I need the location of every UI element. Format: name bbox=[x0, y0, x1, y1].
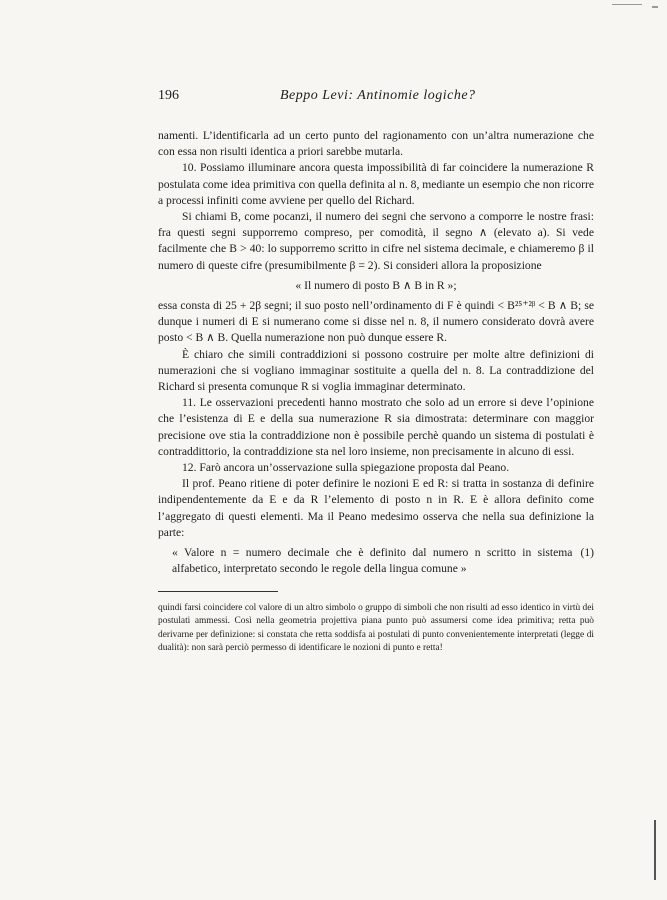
scan-speck bbox=[652, 6, 658, 8]
paragraph: Il prof. Peano ritiene di poter definire le nozioni E ed R: si tratta in sostanza di definire indipendentemente da E e da R l’elemento di posto n in R. E è allora definito come l’aggregato di questi elementi. Ma il Peano medesimo osserva che nella sua definizione la parte: bbox=[158, 477, 594, 539]
scan-speck bbox=[654, 820, 656, 880]
footnote: quindi farsi coincidere col valore di un altro simbolo o gruppo di simboli che non risulti ad esso identico in virtù dei postulati ammessi. Così nella geometria projettiva piana punto può assumersi come idea primitiva; retta può derivarne per definizione: si constata che retta soddisfa ai postulati di punto convenientemente interpretati (legge di dualità): non sarà perciò permesso di identificare le nozioni di punto e retta! bbox=[158, 602, 594, 654]
running-head bbox=[158, 88, 594, 110]
body-text bbox=[158, 128, 594, 577]
paragraph: 10. Possiamo illuminare ancora questa impossibilità di far coincidere la numerazione R postulata come idea primitiva con quella definita al n. 8, mediante un esempio che non ricorre a processi infiniti come avviene per quello del Richard. bbox=[158, 161, 594, 207]
scan-speck bbox=[612, 4, 642, 5]
paragraph: essa consta di 25 + 2β segni; il suo posto nell’ordinamento di F è quindi < B²⁵⁺²ᵝ < B ∧ B; se dunque i numeri di E si numerano come si disse nel n. 8, il numero considerato dovrà avere posto < B ∧ B. Quella numerazione non può dunque essere R. bbox=[158, 299, 594, 345]
paragraph: 11. Le osservazioni precedenti hanno mostrato che solo ad un errore si deve l’opinione che l’esistenza di E e della sua numerazione R sia dimostrata: determinare con maggior precisione ove stia la contraddizione non è possibile perchè quando un sistema di postulati è contraddittorio, la contraddizione sta nel loro insieme, non precisamente in alcuno di essi. bbox=[158, 396, 594, 458]
running-title: Beppo Levi: Antinomie logiche? bbox=[280, 88, 476, 103]
paragraph: 12. Farò ancora un’osservazione sulla spiegazione proposta dal Peano. bbox=[182, 461, 510, 475]
paragraph: namenti. L’identificarla ad un certo punto del ragionamento con un’altra numerazione che con essa non risulti identica a priori sarebbe mutarla. bbox=[158, 129, 594, 159]
numbered-formula bbox=[158, 545, 594, 577]
formula-text: « Valore n = numero decimale che è definito dal numero n scritto in sistema alfabetico, interpretato secondo le regole della lingua comune » bbox=[172, 546, 573, 576]
paragraph: Si chiami B, come pocanzi, il numero dei segni che servono a comporre le nostre frasi: fra questi segni supporremo compreso, per comodità, il segno ∧ (elevato a). Si vede facilmente che B > 40: lo supporremo scritto in cifre nel sistema decimale, e chiameremo β il numero di queste cifre (presumibilmente β = 2). Si consideri allora la proposizione bbox=[158, 210, 594, 272]
page-number: 196 bbox=[158, 88, 179, 103]
paragraph: È chiaro che simili contraddizioni si possono costruire per molte altre definizioni di numerazioni che si vogliano immaginar sostituite a quella del n. 8. La contraddizione del Richard si presenta comunque R si voglia immaginar determinato. bbox=[158, 347, 594, 394]
footnote-rule bbox=[158, 591, 278, 592]
formula-number: (1) bbox=[580, 546, 594, 560]
book-page bbox=[158, 88, 594, 665]
displayed-proposition: « Il numero di posto B ∧ B in R »; bbox=[295, 278, 457, 292]
